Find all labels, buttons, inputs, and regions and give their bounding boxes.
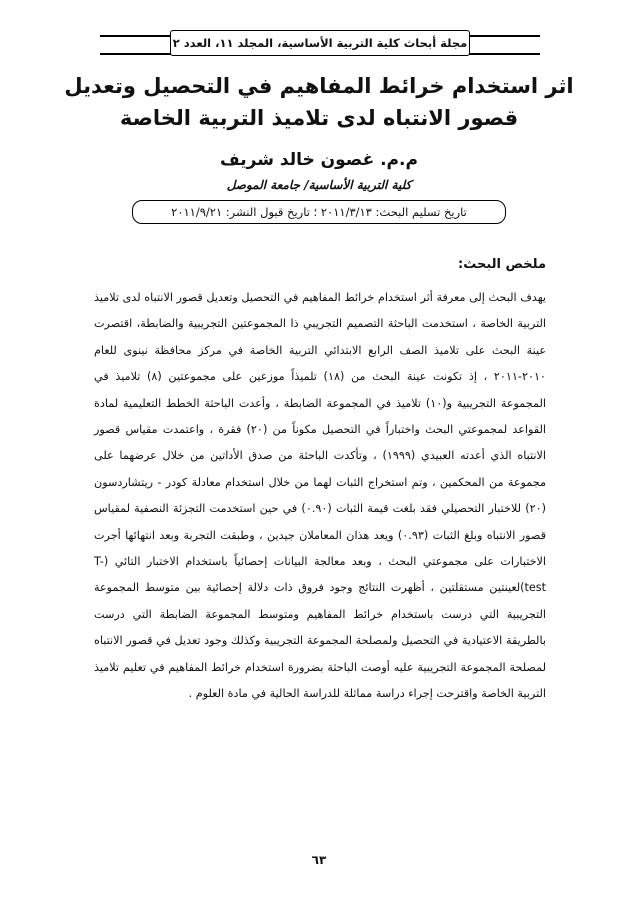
abstract-text: يهدف البحث إلى معرفة أثر استخدام خرائط المفاهيم في التحصيل وتعديل قصور الانتباه لدى تلاميذ التربية الخاصة ، استخدمت الباحثة التصميم التجريبي ذا المجموعتين التجريبية والضابطة، اقتصرت عينة البحث على تلاميذ الصف الرابع الابتدائي التربية الخاصة في مركز محافظة نينوى للعام ٢٠١٠-٢٠١١ ، إذ تكونت عينة البحث من (١٨) تلميذاً موزعين على مجموعتين (٨) تلاميذ في المجموعة التجريبية و(١٠) تلاميذ في المجموعة الضابطة ، وأعدت الباحثة الخطط التعليمية لمادة القواعد لمجموعتي البحث واختباراً في التحصيل مكوناً من (٢٠) فقرة ، واعتمدت مقياس قصور الانتباه الذي أعدته العبيدي (١٩٩٩) ، وتأكدت الباحثة من صدق الأداتين من خلال عرضهما على مجموعة من المحكمين ، وتم استخراج الثبات لهما من خلال استخدام معادلة كودر - ريتشاردسون (٢٠) للاختبار التحصيلي فقد بلغت قيمة الثبات (٠.٩٠) في حين استخدمت التجزئة النصفية لمقياس قصور الانتباه وبلغ الثبات (٠.٩٣) ويعد هذان المعاملان جيدين ، وطبقت التجربة وبعد انتهائها أجرت الاختبارات على مجموعتي البحث ، وبعد معالجة البيانات إحصائياً باستخدام الاختبار التائي (T-test)لعينتين مستقلتين ، أظهرت النتائج وجود فروق ذات دلالة إحصائية بين متوسط المجموعة التجريبية التي درست باستخدام خرائط المفاهيم ومتوسط المجموعة الضابطة التي درست بالطريقة الاعتيادية في التحصيل ولمصلحة المجموعة التجريبية وكذلك وجود تعديل في قصور الانتباه لمصلحة المجموعة التجريبية عليه أوصت الباحثة بضرورة استخدام خرائط المفاهيم في تعليم تلاميذ التربية الخاصة واقترحت إجراء دراسة مماثلة للدراسة الحالية في مادة العلوم . — [94, 291, 546, 701]
author-affiliation: كلية التربية الأساسية/ جامعة الموصل — [226, 178, 412, 192]
article-title: اثر استخدام خرائط المفاهيم في التحصيل وتعديل قصور الانتباه لدى تلاميذ التربية الخاصة — [64, 74, 574, 130]
abstract-body — [94, 285, 546, 708]
author-name: م.م. غصون خالد شريف — [220, 150, 418, 170]
journal-header-banner — [170, 30, 470, 58]
submission-dates: تاريخ تسليم البحث: ٢٠١١/٣/١٣ ؛ تاريخ قبول النشر: ٢٠١١/٩/٢١ — [132, 200, 506, 224]
abstract-heading: ملخص البحث: — [458, 257, 546, 272]
journal-header: مجلة أبحاث كلية التربية الأساسية، المجلد ١١، العدد ٢ — [170, 30, 470, 56]
page-number: ٦٣ — [311, 853, 327, 867]
